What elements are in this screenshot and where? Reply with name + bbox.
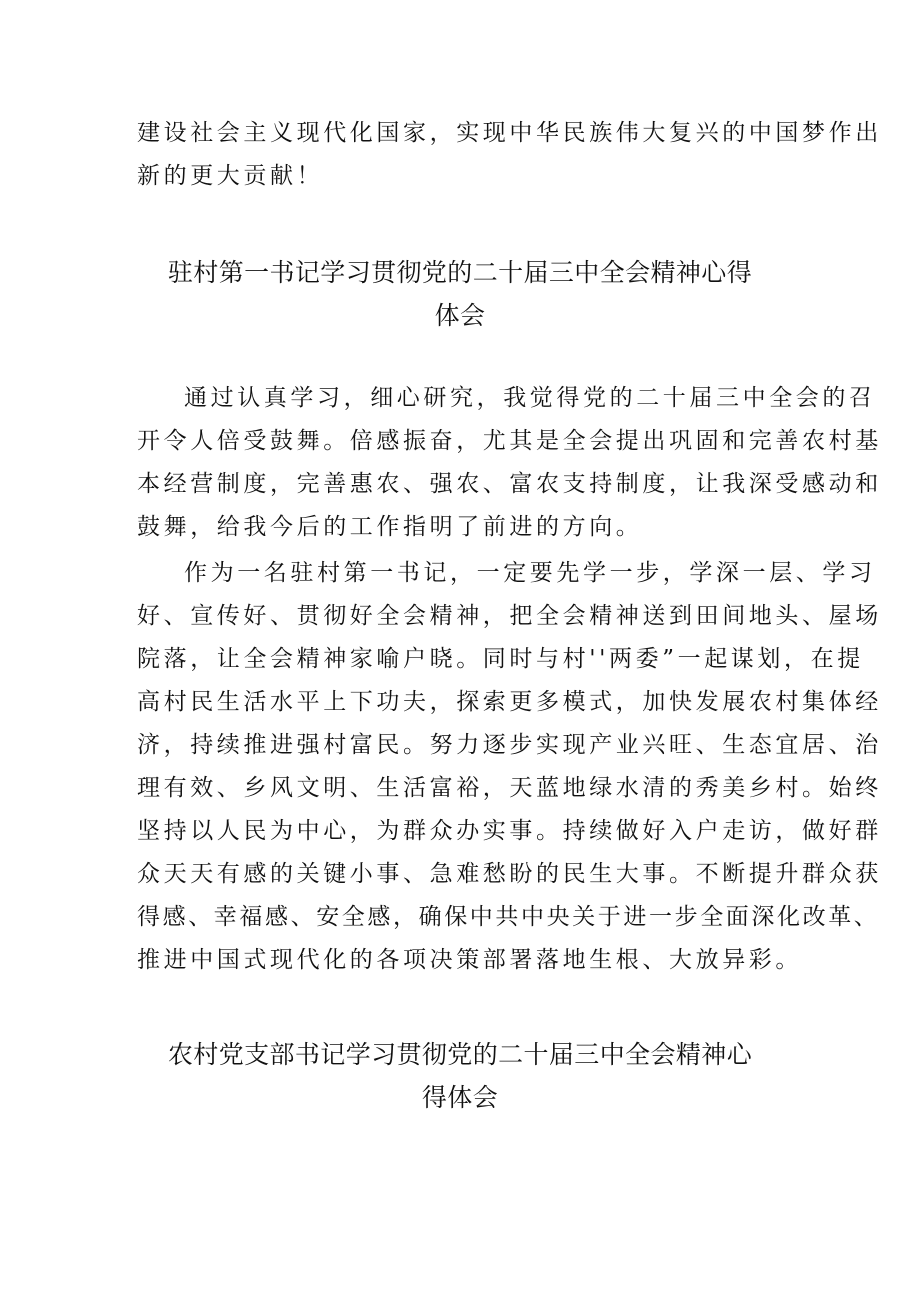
section1-title-line: 体会 [434,301,486,330]
para2-line: 坚持以人民为中心，为群众办实事。持续做好入户走访，做好群 [137,818,882,844]
intro-line: 建设社会主义现代化国家，实现中华民族伟大复兴的中国梦作出 [137,120,882,146]
para1-line: 本经营制度，完善惠农、强农、富农支持制度，让我深受感动和 [137,471,882,497]
section2-title-line: 农村党支部书记学习贯彻党的二十届三中全会精神心 [167,1040,753,1069]
para1-line: 通过认真学习，细心研究，我觉得党的二十届三中全会的召 [184,385,876,411]
para2-line: 济，持续推进强村富民。努力逐步实现产业兴旺、生态宜居、治 [137,732,882,758]
para2-line: 院落，让全会精神家喻户晓。同时与村''两委”一起谋划，在提 [137,646,864,672]
para2-line: 众天天有感的关键小事、急难愁盼的民生大事。不断提升群众获 [137,861,882,887]
para2-line: 作为一名驻村第一书记，一定要先学一步，学深一层、学习 [184,560,876,586]
section1-title-line: 驻村第一书记学习贯彻党的二十届三中全会精神心得 [167,258,753,287]
para2-line: 高村民生活水平上下功夫，探索更多模式，加快发展农村集体经 [137,689,882,715]
para2-line: 好、宣传好、贯彻好全会精神，把全会精神送到田间地头、屋场 [137,603,882,629]
para2-line: 理有效、乡风文明、生活富裕，天蓝地绿水清的秀美乡村。始终 [137,775,882,801]
section2-title-line: 得体会 [421,1083,499,1112]
intro-line: 新的更大贡献！ [137,163,324,189]
para1-line: 鼓舞，给我今后的工作指明了前进的方向。 [137,514,643,540]
para1-line: 开令人倍受鼓舞。倍感振奋，尤其是全会提出巩固和完善农村基 [137,428,882,454]
para2-line: 推进中国式现代化的各项决策部署落地生根、大放异彩。 [137,947,802,973]
para2-line: 得感、幸福感、安全感，确保中共中央关于进一步全面深化改革、 [137,904,880,930]
